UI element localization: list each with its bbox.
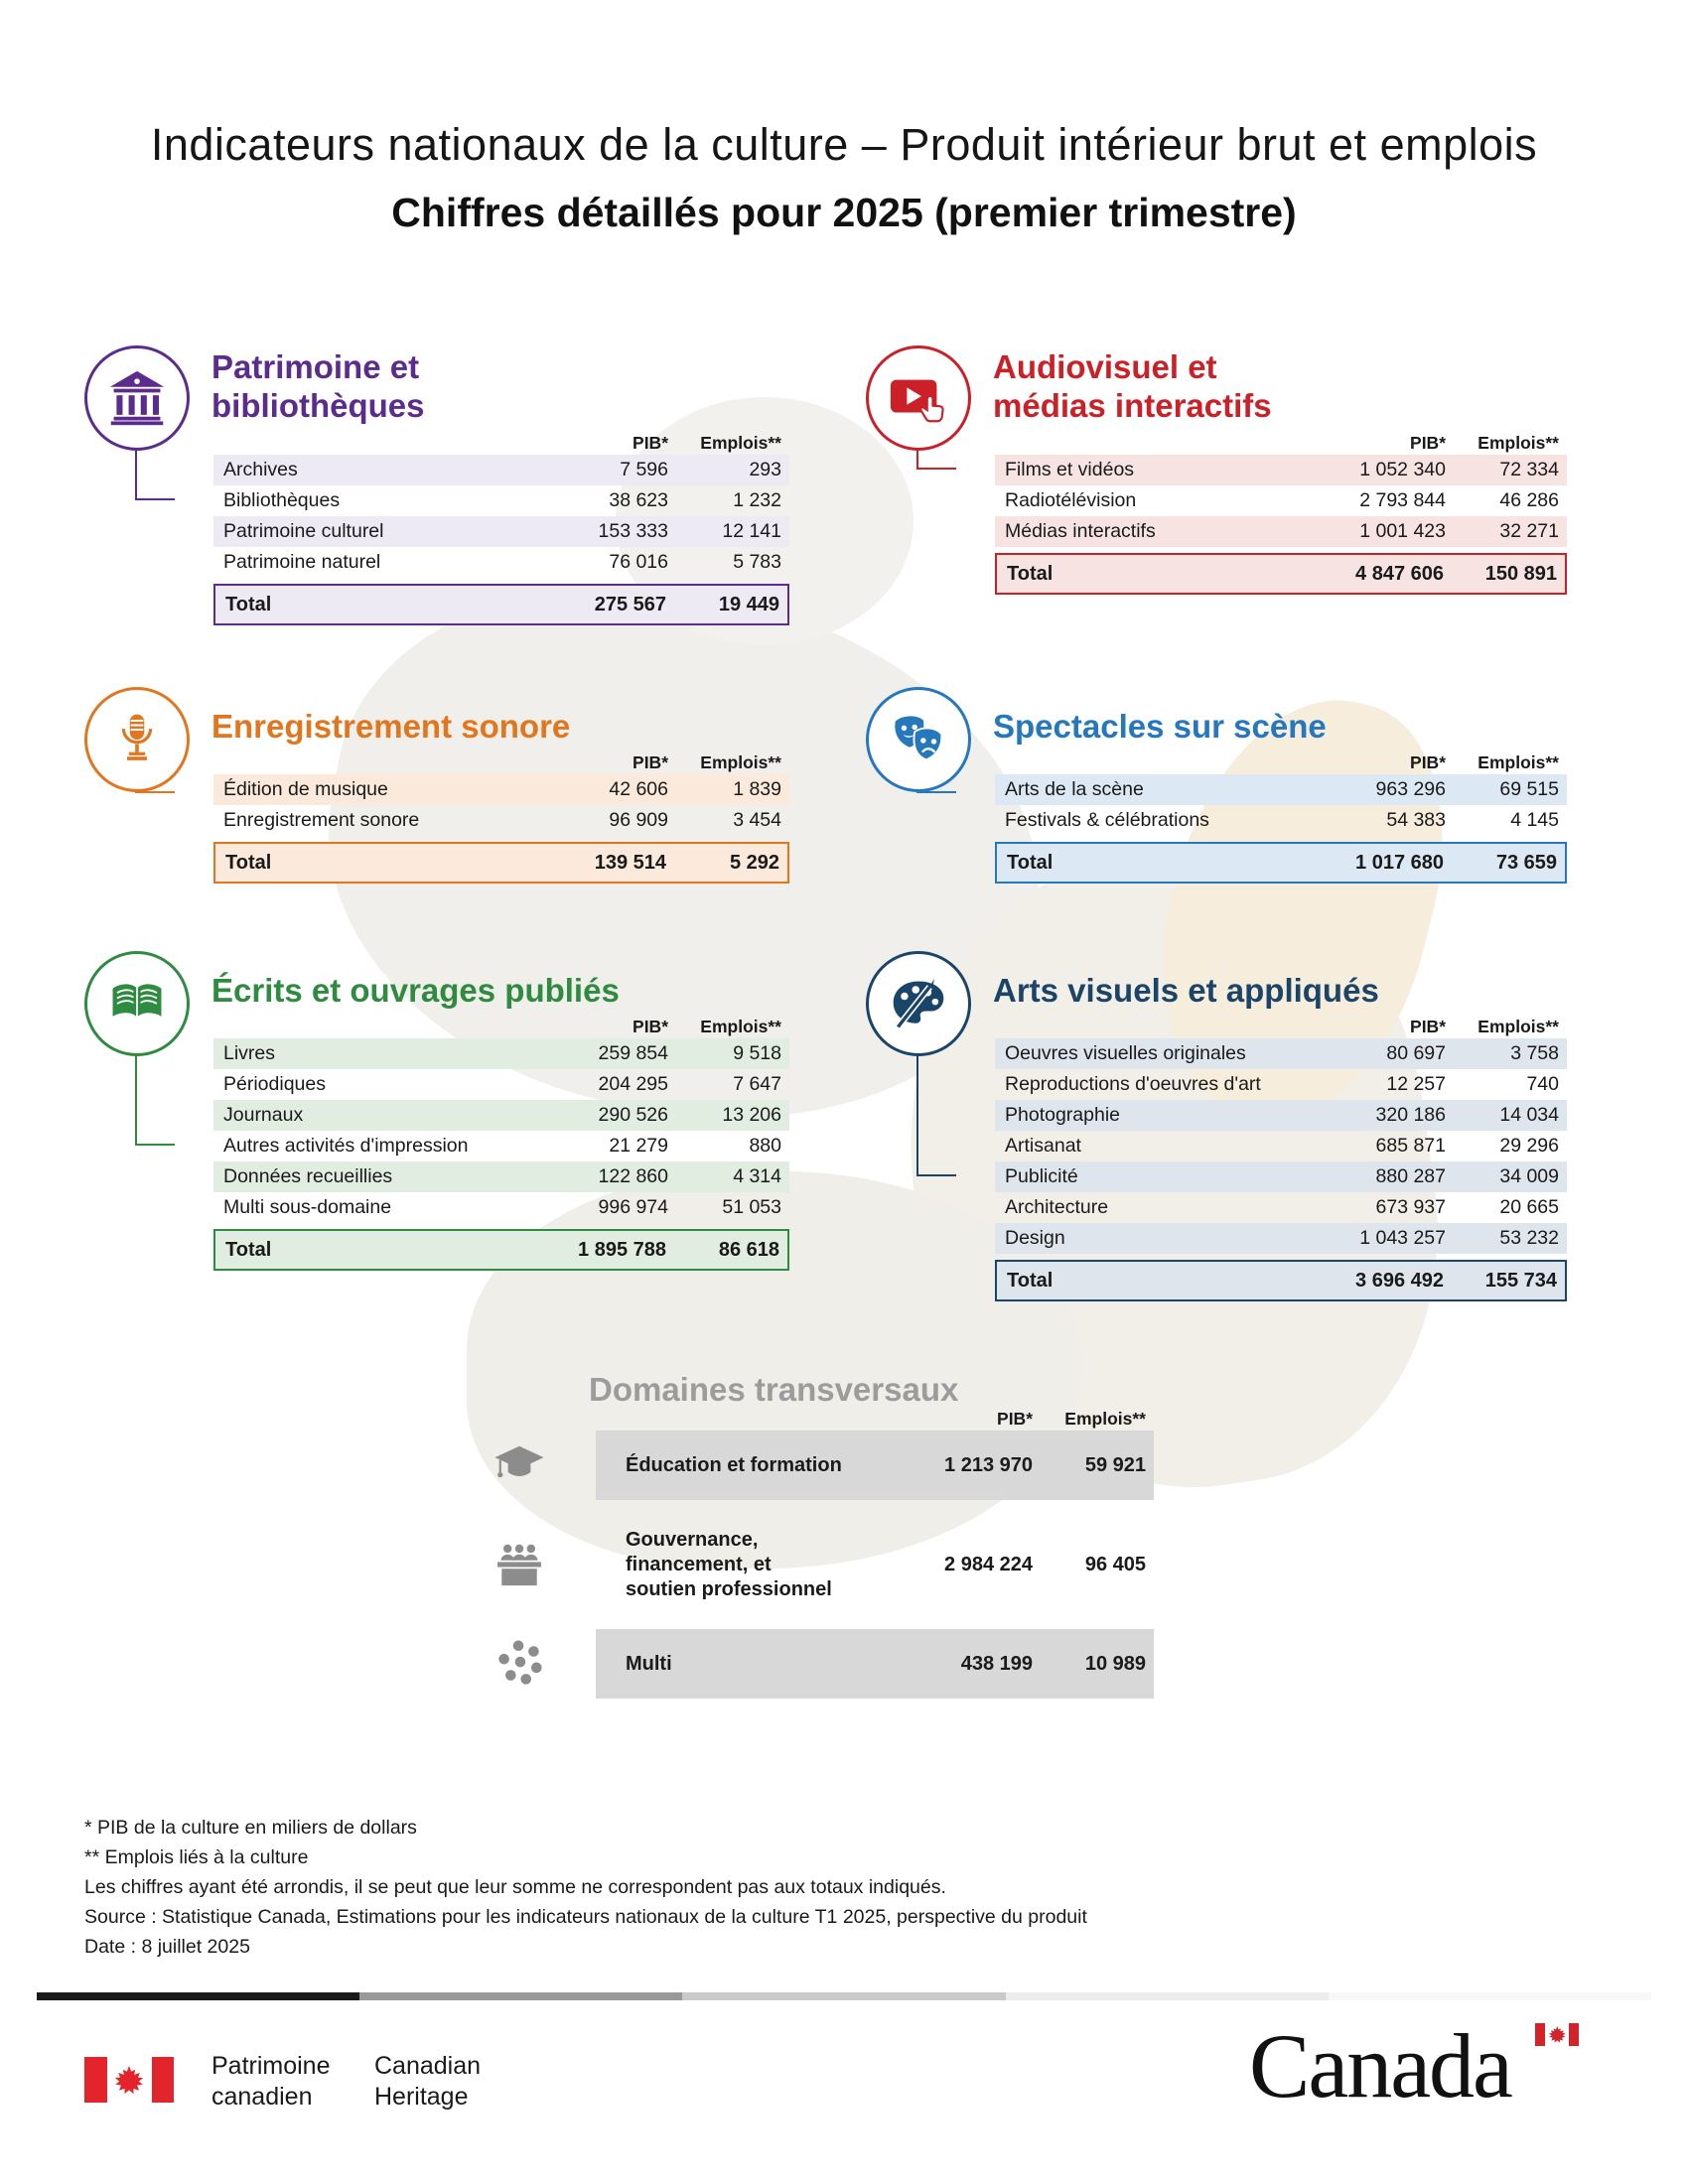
bank-icon-badge <box>84 345 190 451</box>
row-pib-value: 153 333 <box>598 520 668 542</box>
row-pib-value: 42 606 <box>609 778 668 800</box>
table-header <box>213 751 789 774</box>
table-row <box>213 485 789 516</box>
heritage-fr-line: Patrimoine <box>211 2052 331 2080</box>
domain-table <box>995 431 1567 595</box>
total-label: Total <box>225 851 272 874</box>
transversal-label-line: Éducation et formation <box>626 1453 842 1476</box>
transversal-title: Domaines transversaux <box>589 1371 959 1408</box>
row-emplois-value: 46 286 <box>1499 489 1559 511</box>
footnote-rounding: Les chiffres ayant été arrondis, il se peut que leur somme ne correspondent pas aux totaux indiqués. <box>84 1876 946 1898</box>
table-row <box>213 1100 789 1131</box>
page-subtitle: Chiffres détaillés pour 2025 (premier trimestre) <box>391 190 1297 236</box>
connector-line <box>135 450 175 500</box>
video-player-icon-badge <box>866 345 971 451</box>
row-label: Radiotélévision <box>1005 489 1137 511</box>
pib-header: PIB* <box>633 1016 668 1036</box>
domain-table <box>995 1015 1567 1301</box>
flag-red-band <box>152 2057 175 2103</box>
pib-header: PIB* <box>633 751 668 772</box>
table-row <box>213 455 789 485</box>
pib-header: PIB* <box>1410 751 1446 772</box>
table-row <box>213 805 789 836</box>
domain-title <box>993 347 1272 425</box>
row-label: Enregistrement sonore <box>223 809 420 831</box>
domain-table <box>995 751 1567 884</box>
row-pib-value: 880 287 <box>1375 1165 1446 1187</box>
total-row <box>995 553 1567 595</box>
row-label: Périodiques <box>223 1073 326 1095</box>
canada-wordmark: Canada <box>1249 2015 1511 2116</box>
table-header <box>995 1015 1567 1038</box>
pib-header: PIB* <box>1410 432 1446 453</box>
open-book-icon-badge <box>84 951 190 1056</box>
heritage-en-line: Heritage <box>374 2083 469 2111</box>
bar-segment <box>359 1992 682 2000</box>
row-emplois-value: 29 296 <box>1499 1135 1559 1157</box>
domain-title <box>211 707 570 746</box>
row-label: Festivals & célébrations <box>1005 809 1209 831</box>
row-emplois-value: 293 <box>749 459 781 480</box>
domain-title <box>211 971 620 1010</box>
total-row <box>995 842 1567 884</box>
row-emplois-value: 72 334 <box>1499 459 1559 480</box>
domain-title-line: Audiovisuel et <box>993 348 1217 385</box>
table-row <box>213 516 789 547</box>
transversal-table <box>596 1431 1154 1710</box>
row-label: Édition de musique <box>223 778 388 800</box>
table-row <box>213 774 789 805</box>
row-emplois-value: 3 454 <box>733 809 781 831</box>
connector-line <box>916 450 956 470</box>
table-row <box>995 1038 1567 1069</box>
table-row <box>213 1038 789 1069</box>
emplois-header: Emplois** <box>700 432 781 453</box>
table-row <box>995 1131 1567 1161</box>
footnote-pib: * PIB de la culture en miliers de dollars <box>84 1817 417 1839</box>
open-book-icon <box>106 975 168 1032</box>
table-row <box>213 1131 789 1161</box>
bar-segment <box>1006 1992 1329 2000</box>
row-emplois-value: 32 271 <box>1499 520 1559 542</box>
connector-line <box>916 1055 956 1176</box>
total-emplois-value: 5 292 <box>729 851 779 874</box>
podium-icon <box>492 1539 546 1590</box>
row-label: Médias interactifs <box>1005 520 1156 542</box>
emplois-header: Emplois** <box>700 1016 781 1036</box>
row-label: Bibliothèques <box>223 489 341 511</box>
total-emplois-value: 19 449 <box>718 593 779 615</box>
table-row <box>995 455 1567 485</box>
microphone-icon <box>108 710 166 769</box>
heritage-fr-line: canadien <box>211 2083 313 2111</box>
row-label: Photographie <box>1005 1104 1121 1126</box>
row-emplois-value: 20 665 <box>1499 1196 1559 1218</box>
row-label: Films et vidéos <box>1005 459 1135 480</box>
row-pib-value: 996 974 <box>598 1196 668 1218</box>
domain-title-line: Patrimoine et <box>211 348 420 385</box>
palette-icon-badge <box>866 951 971 1056</box>
row-pib-value: 7 596 <box>620 459 668 480</box>
domain-table <box>213 1015 789 1271</box>
row-pib-value: 290 526 <box>598 1104 668 1126</box>
bar-segment <box>682 1992 1005 2000</box>
transversal-pib-value: 438 199 <box>960 1652 1033 1675</box>
transversal-label <box>596 1652 884 1677</box>
transversal-row <box>596 1629 1154 1699</box>
table-row <box>995 1069 1567 1100</box>
table-header <box>213 1015 789 1038</box>
total-emplois-value: 155 734 <box>1484 1269 1557 1292</box>
row-label: Données recueillies <box>223 1165 393 1187</box>
row-emplois-value: 12 141 <box>722 520 781 542</box>
flag-white-band <box>107 2057 152 2103</box>
graduation-cap-icon <box>492 1440 547 1490</box>
total-pib-value: 4 847 606 <box>1355 562 1444 585</box>
multi-dots-icon-holder <box>485 1639 554 1689</box>
domain-table <box>213 751 789 884</box>
total-pib-value: 275 567 <box>594 593 666 615</box>
row-pib-value: 673 937 <box>1375 1196 1446 1218</box>
gradient-separator-bar <box>37 1992 1651 2000</box>
bar-segment <box>1329 1992 1651 2000</box>
domain-title <box>993 707 1327 746</box>
table-row <box>995 1100 1567 1131</box>
domain-title-line: Écrits et ouvrages publiés <box>211 972 620 1009</box>
table-row <box>995 774 1567 805</box>
row-label: Oeuvres visuelles originales <box>1005 1042 1246 1064</box>
footnote-emplois: ** Emplois liés à la culture <box>84 1846 309 1868</box>
row-pib-value: 38 623 <box>609 489 668 511</box>
table-row <box>995 1192 1567 1223</box>
theater-masks-icon-badge <box>866 687 971 792</box>
transversal-label-line: Gouvernance, <box>626 1528 759 1551</box>
row-emplois-value: 740 <box>1526 1073 1559 1095</box>
row-emplois-value: 69 515 <box>1499 778 1559 800</box>
footnote-date: Date : 8 juillet 2025 <box>84 1936 250 1958</box>
transversal-label-line: Multi <box>626 1652 672 1675</box>
pib-header: PIB* <box>997 1408 1033 1429</box>
table-row <box>213 1192 789 1223</box>
row-label: Arts de la scène <box>1005 778 1144 800</box>
transversal-row <box>596 1512 1154 1617</box>
emplois-header: Emplois** <box>1477 432 1559 453</box>
row-emplois-value: 53 232 <box>1499 1227 1559 1249</box>
row-label: Architecture <box>1005 1196 1109 1218</box>
footnote-source: Source : Statistique Canada, Estimations pour les indicateurs nationaux de la culture T1 2025, perspective du produit <box>84 1906 1087 1928</box>
bar-segment <box>37 1992 359 2000</box>
domain-table <box>213 431 789 625</box>
podium-icon-holder <box>485 1539 554 1590</box>
transversal-pib-value: 1 213 970 <box>944 1453 1033 1476</box>
table-row <box>213 1161 789 1192</box>
flag-red-band <box>84 2057 107 2103</box>
table-row <box>995 516 1567 547</box>
theater-masks-icon <box>888 709 949 770</box>
row-emplois-value: 4 145 <box>1510 809 1559 831</box>
maple-leaf-icon <box>114 2065 144 2095</box>
table-header <box>995 751 1567 774</box>
domain-title-line: Spectacles sur scène <box>993 708 1327 745</box>
row-label: Design <box>1005 1227 1065 1249</box>
video-player-icon <box>887 367 950 429</box>
table-row <box>995 805 1567 836</box>
total-pib-value: 1 895 788 <box>578 1238 666 1261</box>
row-pib-value: 54 383 <box>1386 809 1446 831</box>
table-row <box>995 1223 1567 1254</box>
graduation-cap-icon-holder <box>485 1440 554 1490</box>
row-emplois-value: 7 647 <box>733 1073 781 1095</box>
row-emplois-value: 1 232 <box>733 489 781 511</box>
bank-icon <box>107 367 167 429</box>
transversal-label <box>596 1453 884 1478</box>
page-title: Indicateurs nationaux de la culture – Produit intérieur brut et emplois <box>150 119 1538 171</box>
row-pib-value: 12 257 <box>1386 1073 1446 1095</box>
total-emplois-value: 150 891 <box>1484 562 1557 585</box>
row-emplois-value: 34 009 <box>1499 1165 1559 1187</box>
microphone-icon-badge <box>84 687 190 792</box>
transversal-label <box>596 1528 884 1602</box>
domain-title-line: Arts visuels et appliqués <box>993 972 1379 1009</box>
row-label: Archives <box>223 459 298 480</box>
row-label: Autres activités d'impression <box>223 1135 469 1157</box>
row-pib-value: 122 860 <box>598 1165 668 1187</box>
total-pib-value: 3 696 492 <box>1355 1269 1444 1292</box>
row-pib-value: 96 909 <box>609 809 668 831</box>
row-emplois-value: 880 <box>749 1135 781 1157</box>
pib-header: PIB* <box>1410 1016 1446 1036</box>
row-label: Multi sous-domaine <box>223 1196 392 1218</box>
total-label: Total <box>1007 1269 1054 1292</box>
emplois-header: Emplois** <box>1064 1408 1146 1429</box>
row-emplois-value: 13 206 <box>722 1104 781 1126</box>
table-header <box>213 431 789 455</box>
heritage-en-line: Canadian <box>374 2052 482 2080</box>
row-label: Reproductions d'oeuvres d'art <box>1005 1073 1261 1095</box>
total-label: Total <box>1007 851 1054 874</box>
total-emplois-value: 73 659 <box>1495 851 1557 874</box>
heritage-wordmark-en <box>374 2051 481 2113</box>
row-pib-value: 320 186 <box>1375 1104 1446 1126</box>
canada-wordmark-flag-icon <box>1535 2023 1579 2046</box>
canada-flag-icon <box>84 2057 174 2103</box>
transversal-label-line: financement, et <box>626 1553 772 1575</box>
row-label: Journaux <box>223 1104 304 1126</box>
emplois-header: Emplois** <box>700 751 781 772</box>
total-row <box>213 584 789 625</box>
emplois-header: Emplois** <box>1477 751 1559 772</box>
row-pib-value: 80 697 <box>1386 1042 1446 1064</box>
row-label: Livres <box>223 1042 276 1064</box>
row-pib-value: 1 043 257 <box>1359 1227 1446 1249</box>
domain-title <box>993 971 1379 1010</box>
row-emplois-value: 51 053 <box>722 1196 781 1218</box>
total-label: Total <box>225 1238 272 1261</box>
total-pib-value: 1 017 680 <box>1355 851 1444 874</box>
domain-title-line: Enregistrement sonore <box>211 708 571 745</box>
domain-title-line: bibliothèques <box>211 387 425 424</box>
row-label: Patrimoine culturel <box>223 520 384 542</box>
table-row <box>213 547 789 578</box>
row-emplois-value: 1 839 <box>733 778 781 800</box>
table-row <box>213 1069 789 1100</box>
transversal-emplois-value: 10 989 <box>1084 1652 1146 1675</box>
row-label: Artisanat <box>1005 1135 1081 1157</box>
row-emplois-value: 3 758 <box>1510 1042 1559 1064</box>
transversal-row <box>596 1431 1154 1500</box>
row-pib-value: 21 279 <box>609 1135 668 1157</box>
row-pib-value: 963 296 <box>1375 778 1446 800</box>
total-row <box>213 842 789 884</box>
heritage-wordmark-fr <box>211 2051 331 2113</box>
row-emplois-value: 14 034 <box>1499 1104 1559 1126</box>
row-pib-value: 1 052 340 <box>1359 459 1446 480</box>
row-label: Publicité <box>1005 1165 1078 1187</box>
total-pib-value: 139 514 <box>594 851 666 874</box>
total-emplois-value: 86 618 <box>718 1238 779 1261</box>
table-header <box>995 431 1567 455</box>
row-pib-value: 1 001 423 <box>1359 520 1446 542</box>
pib-header: PIB* <box>633 432 668 453</box>
row-label: Patrimoine naturel <box>223 551 381 573</box>
multi-dots-icon <box>494 1639 544 1689</box>
total-label: Total <box>1007 562 1054 585</box>
connector-line <box>135 1055 175 1146</box>
total-label: Total <box>225 593 272 615</box>
table-row <box>995 1161 1567 1192</box>
transversal-label-line: soutien professionnel <box>626 1577 832 1600</box>
palette-icon <box>889 974 948 1033</box>
transversal-emplois-value: 96 405 <box>1084 1553 1146 1575</box>
row-emplois-value: 9 518 <box>733 1042 781 1064</box>
domain-title <box>211 347 425 425</box>
row-emplois-value: 4 314 <box>733 1165 781 1187</box>
total-row <box>995 1260 1567 1301</box>
row-pib-value: 204 295 <box>598 1073 668 1095</box>
row-pib-value: 2 793 844 <box>1359 489 1446 511</box>
total-row <box>213 1229 789 1271</box>
transversal-table-header <box>596 1407 1154 1431</box>
transversal-emplois-value: 59 921 <box>1084 1453 1146 1476</box>
transversal-pib-value: 2 984 224 <box>944 1553 1033 1575</box>
row-pib-value: 259 854 <box>598 1042 668 1064</box>
emplois-header: Emplois** <box>1477 1016 1559 1036</box>
domain-title-line: médias interactifs <box>993 387 1272 424</box>
row-pib-value: 685 871 <box>1375 1135 1446 1157</box>
row-emplois-value: 5 783 <box>733 551 781 573</box>
table-row <box>995 485 1567 516</box>
row-pib-value: 76 016 <box>609 551 668 573</box>
footnotes <box>84 1813 1087 1962</box>
